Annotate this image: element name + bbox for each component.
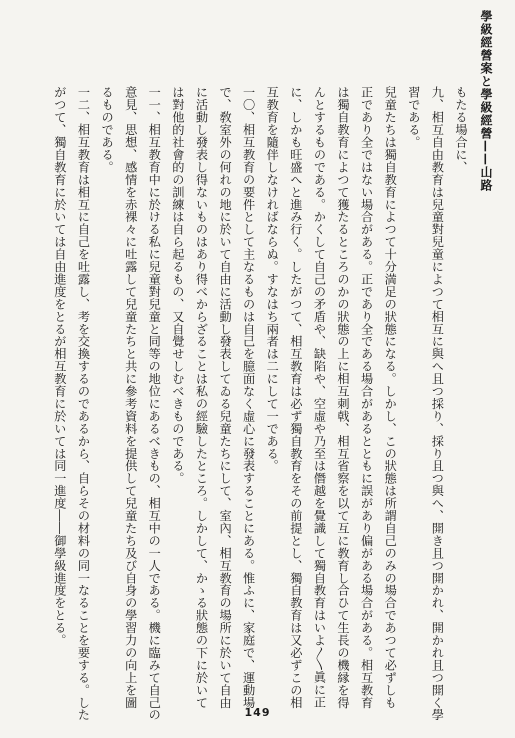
text-line: は獨自教育によつて獲たるところのかの狀態の上に相互刺戟、相互省察を以て互に教育し合ひて生長の機縁を得 (336, 86, 351, 709)
page-number: 149 (244, 706, 271, 719)
text-line: 正であり全ではない場合がある。正であり全である場合があるとともに誤があり偏がある場合がある。相互教育 (359, 86, 374, 709)
text-line: 一一、相互教育中に於ける私に兒童對兒童と同等の地位にあるべきもの、相互中の一人である。機に臨みて自己の (147, 86, 162, 721)
text-line: 意見、思想、感情を赤裸々に吐露して兒童たちと共に參考資料を提供して兒童たち及び自身の學習力の向上を圖 (123, 86, 138, 709)
text-line: 兒童たちは獨自教育によつて十分満足の狀態になる。しかし、この狀態は所謂自己のみの場合であつて必ずしも (383, 86, 398, 709)
text-line: で、敎室外の何れの地に於いて自由に活動し發表してゐる兒童たちにして、室內、相互教育の場所に於いて自由 (218, 86, 233, 709)
text-line: 九、相互自由教育は兒童對兒童によつて相互に與へ且つ採り、採り且つ與へ、開き且つ開かれ、開かれ且つ開く學 (430, 86, 445, 721)
text-line: るものである。 (100, 86, 115, 174)
text-line: がつて、獨自教育に於いては自由進度をとるが相互教育に於いては同一進度――御學級進度をとる。 (52, 86, 67, 647)
text-line: に、しかも旺盛へと進み行く。したがつて、相互教育は必ず獨自教育をその前提とし、獨自教育は又必ずこの相 (288, 86, 303, 709)
text-line: 互教育を隨伴しなければならぬ。すなはち兩者は二にして一である。 (265, 86, 280, 472)
running-head: 學級經營案と學級經營——山路 (479, 10, 493, 192)
text-line: に活動し發表し得ないものはあり得べからざることは私の經驗したところ。しかして、かゝる狀態の下に於いて (194, 86, 209, 709)
text-line: 一二、相互教育は相互に自己を吐露し、考を交換するのであるから、自らその材料の同一なることを要する。した (76, 86, 91, 721)
text-line: んとするものである。かくして自己の矛盾や、缺陷や、空虛や乃至は僭越を覺識して獨自教育はいよ〳〵眞に正 (312, 86, 327, 709)
text-line: もたる場合に、 (454, 86, 468, 174)
text-line: は對他的社會的の訓練は自ら起るもの、又自覺せしむべきものである。 (170, 86, 185, 485)
text-line: 習である。 (406, 86, 421, 149)
text-line: 一〇、相互教育の要件として主なるものは自己を臆面なく虛心に發表することにある。惟ふに、家庭で、運動場 (241, 86, 256, 709)
